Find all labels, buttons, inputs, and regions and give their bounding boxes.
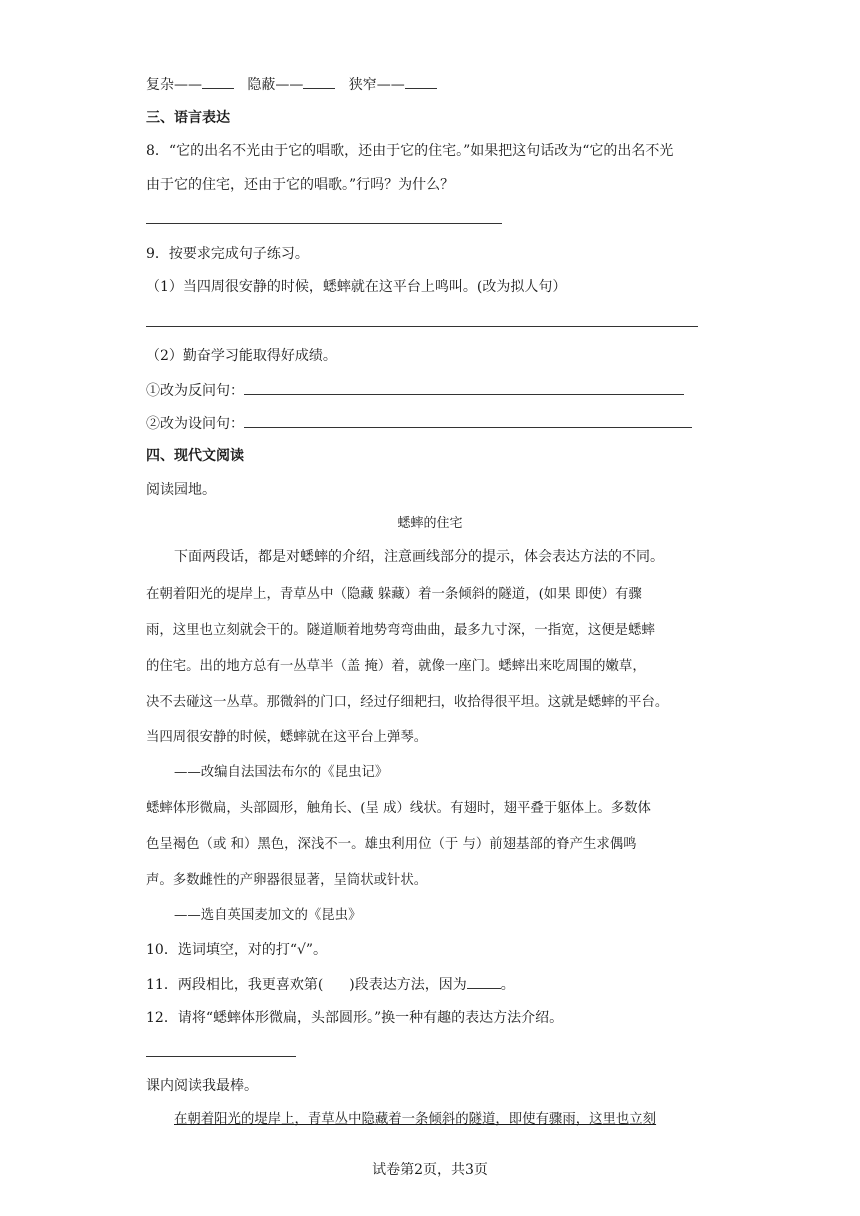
- passage-lead: 下面两段话，都是对蟋蟀的介绍，注意画线部分的提示，体会表达方法的不同。: [174, 549, 664, 565]
- q11-reason-blank[interactable]: [467, 974, 501, 989]
- antonym-word-2: 隐蔽——: [247, 77, 304, 93]
- antonym-word-1: 复杂——: [146, 77, 202, 93]
- passage-p1-line: 当四周很安静的时候，蟋蟀就在这平台上弹琴。: [146, 730, 428, 745]
- q9-sub-1: （1）当四周很安静的时候，蟋蟀就在这平台上鸣叫。(改为拟人句）: [146, 279, 567, 295]
- passage-p1-line: 在朝着阳光的堤岸上，青草丛中（隐藏 躲藏）着一条倾斜的隧道，(如果 即使）有骤: [146, 587, 642, 602]
- passage-source-1: ——改编自法国法布尔的《昆虫记》: [174, 765, 389, 780]
- passage-title: 蟋蟀的住宅: [397, 516, 463, 531]
- antonym-word-3: 狭窄——: [348, 77, 405, 93]
- passage-p1-line: 决不去碰这一丛草。那微斜的门口，经过仔细耙扫，收拾得很平坦。这就是蟋蟀的平台。: [146, 695, 669, 710]
- q9-stem: 9．按要求完成句子练习。: [146, 246, 309, 262]
- q9-option-1-label: ①改为反问句：: [146, 383, 244, 399]
- reading-2-line-1: 在朝着阳光的堤岸上，青草丛中隐藏着一条倾斜的隧道，即使有骤雨，这里也立刻: [174, 1112, 657, 1127]
- antonym-row: [146, 74, 437, 95]
- q8-answer-line[interactable]: [146, 223, 502, 224]
- section-3-heading: 三、语言表达: [146, 110, 230, 126]
- passage-source-2: ——选自英国麦加文的《昆虫》: [174, 908, 362, 923]
- q9-sub-2: （2）勤奋学习能取得好成绩。: [146, 348, 337, 364]
- q9-option-2-label: ②改为设问句：: [146, 416, 244, 432]
- q9-sub1-answer-line[interactable]: [146, 326, 698, 327]
- q11: [146, 974, 515, 995]
- antonym-blank-2[interactable]: [303, 74, 335, 89]
- q10: 10．选词填空，对的打“√”。: [146, 942, 328, 958]
- page-footer: 试卷第2页，共3页: [372, 1162, 488, 1178]
- q8-line-1: 8．“它的出名不光由于它的唱歌，还由于它的住宅。”如果把这句话改为“它的出名不光: [146, 143, 674, 159]
- antonym-blank-1[interactable]: [202, 74, 234, 89]
- passage-p1-line: 的住宅。出的地方总有一丛草半（盖 掩）着，就像一座门。蟋蟀出来吃周围的嫩草，: [146, 659, 646, 674]
- q11-part-c: 。: [500, 977, 515, 993]
- q11-part-b: )段表达方法，因为: [349, 977, 467, 993]
- q12-answer-line[interactable]: [146, 1056, 296, 1057]
- antonym-blank-3[interactable]: [405, 74, 437, 89]
- reading-2-intro: 课内阅读我最棒。: [146, 1078, 258, 1094]
- passage-p2-line: 声。多数雌性的产卵器很显著，呈筒状或针状。: [146, 873, 428, 888]
- q11-part-a: 11．两段相比，我更喜欢第(: [146, 977, 324, 993]
- section-4-heading: 四、现代文阅读: [146, 448, 244, 464]
- q9-option-1-blank[interactable]: [244, 380, 684, 395]
- q12: 12．请将“蟋蟀体形微扁，头部圆形。”换一种有趣的表达方法介绍。: [146, 1010, 564, 1026]
- passage-p1-line: 雨，这里也立刻就会干的。隧道顺着地势弯弯曲曲，最多九寸深，一指宽，这便是蟋蟀: [146, 623, 655, 638]
- q9-option-2: [146, 413, 692, 434]
- section-4-intro: 阅读园地。: [146, 482, 216, 498]
- passage-p2-line: 蟋蟀体形微扁，头部圆形，触角长、(呈 成）线状。有翅时，翅平叠于躯体上。多数体: [146, 801, 651, 816]
- q9-option-1: [146, 380, 684, 401]
- q9-option-2-blank[interactable]: [244, 413, 692, 428]
- passage-p2-line: 色呈褐色（或 和）黑色，深浅不一。雄虫利用位（于 与）前翅基部的脊产生求偶鸣: [146, 837, 637, 852]
- q8-line-2: 由于它的住宅，还由于它的唱歌。”行吗？为什么？: [146, 177, 455, 193]
